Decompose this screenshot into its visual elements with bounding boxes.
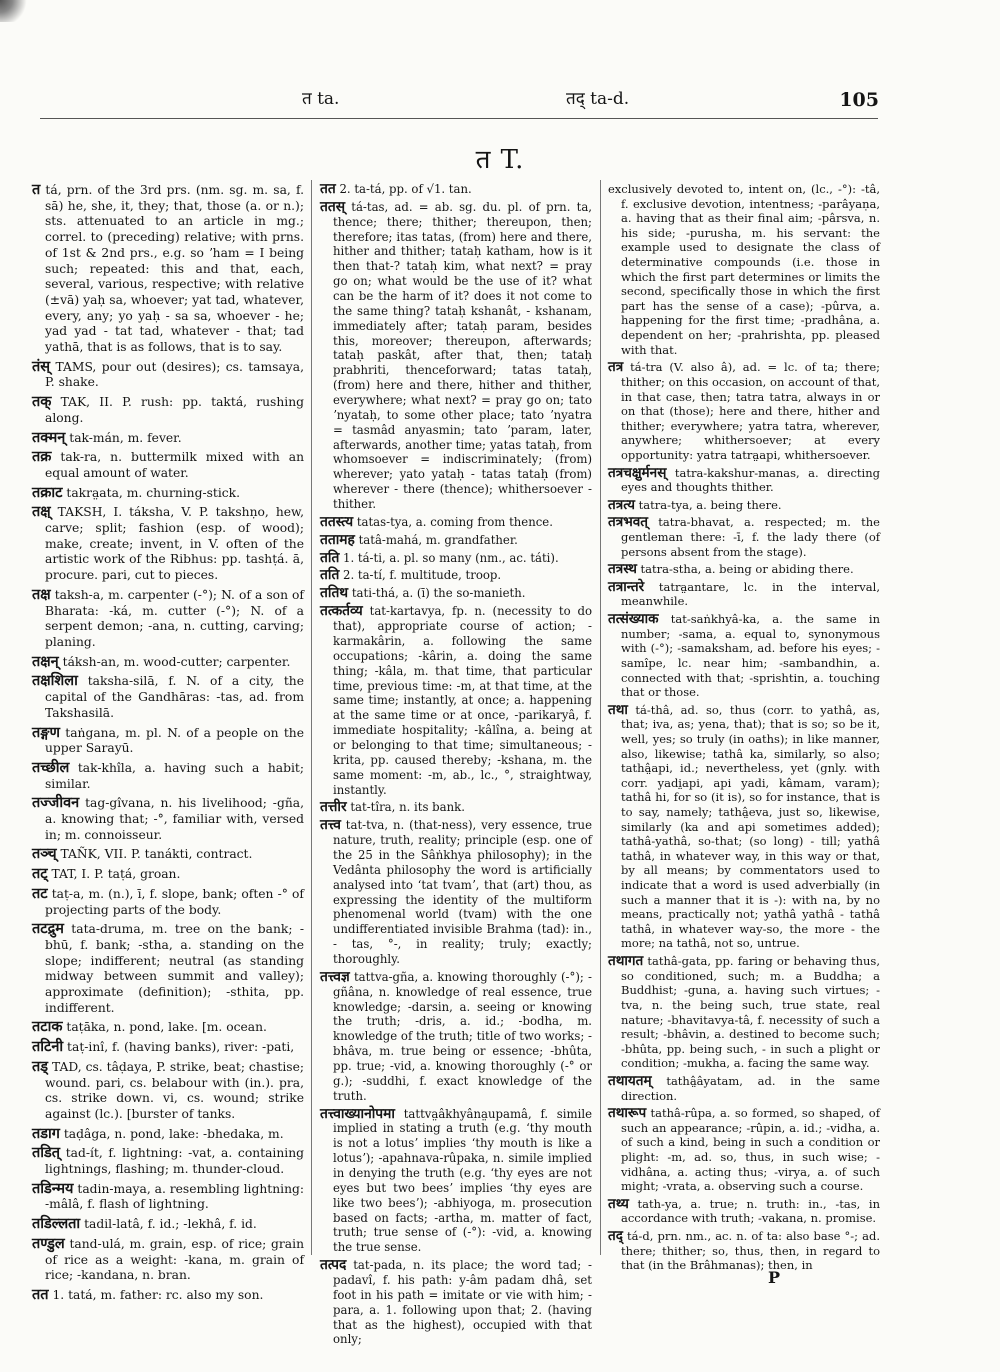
dictionary-entry (320, 551, 592, 566)
entry-text: 2. ta-tí, f. multitude, troop. (339, 568, 502, 583)
dictionary-entry (32, 725, 304, 757)
entry-headword: तट् (32, 865, 48, 883)
entry-headword: तत्र (608, 359, 624, 376)
entry-text: tat-pada, n. its place; the word tad; -padavî, f. his path: y-âm padam dhâ, set foot in his path = imitate or vie with him; -para, a. 1. following upon that; 2. (having that as the highest), occupied with that only; (333, 1258, 592, 1347)
dictionary-entry (32, 1039, 304, 1056)
entry-headword: तथ्य (608, 1195, 629, 1212)
entry-headword: तत्रचक्षुर्मनस् (608, 464, 667, 481)
entry-headword: तडिल्लता (32, 1215, 81, 1233)
dictionary-entry (32, 449, 304, 481)
page-number: 105 (839, 89, 879, 111)
dictionary-entry (608, 498, 880, 513)
entry-headword: तट (32, 884, 48, 902)
entry-headword: तक् (32, 393, 52, 411)
entry-text: tathâ-gata, pp. faring or behaving thus, so conditioned, such; m. a Buddha; a Buddhist; -guna, a. having such virtues; -tva, n. the being such, true state, real nature; -bhavitavya-tâ, f. necessity of such a result; -bhâvin, a. destined to become such; -bhûta, pp. being such, - in such a plight or condition; -mukha, a. facing the same way. (621, 954, 880, 1071)
entry-headword: तत्पद (320, 1257, 347, 1274)
entry-headword: तत्रान्तरे (608, 578, 645, 595)
running-head-center: तद् ta-d. (566, 89, 630, 109)
entry-headword: तत्रत्य (608, 496, 636, 513)
entry-text: tá-d, prn. nm., ac. n. of ta: also base °-; ad. there; thither; so, thus, then, in regard to that (in the Brâhmanas); then, in (621, 1229, 880, 1273)
entry-text: taksha-silā, f. N. of a city, the capital of the Gandhāras: -tas, ad. from Takshasilā. (45, 674, 304, 720)
entry-text: tak-ra, n. buttermilk mixed with an equal amount of water. (45, 450, 304, 480)
entry-text: tá-tra (V. also â), ad. = lc. of ta; there; thither; on this occasion, on account of that, in that case, then; tatra tatra, always in or on that (those); here and there, hither and thither; everywhere; yatra tatra, wherever, anywhere; whithersoever; at every opportunity: yatra tatra̤api, whithersoever. (621, 360, 880, 462)
entry-text: taṭ-a, m. (n.), ī, f. slope, bank; often -° of projecting parts of the body. (45, 886, 304, 917)
entry-text: takra̤ata, m. churning-stick. (62, 485, 241, 500)
entry-headword: ततिथ (320, 585, 349, 602)
entry-headword: तच्छील (32, 758, 70, 776)
dictionary-entry (320, 182, 592, 197)
entry-headword: तथारूप (608, 1105, 647, 1122)
entry-text: tati-thá, a. (ī) the so-manieth. (348, 586, 526, 601)
column-divider (600, 180, 601, 1255)
entry-headword: ततस् (320, 198, 346, 215)
dictionary-entry (32, 654, 304, 671)
entry-text: tat-saṅkhyâ-ka, a. the same in number; -sama, a. equal to, synonymous with (-°); -samaksham, ad. before his eyes; -samîpe, lc. near him; -sambandhin, a. connected with that; -sprishtin, a. touching that or those. (621, 612, 880, 700)
dictionary-entry (32, 1287, 304, 1304)
dictionary-entry (608, 182, 880, 357)
section-heading: त T. (475, 145, 525, 175)
dictionary-entry (32, 394, 304, 426)
entry-headword: तक्राट (32, 483, 63, 501)
dictionary-entry (608, 580, 880, 609)
entry-headword: तक्ष (32, 585, 51, 603)
entry-text: tatra-kakshur-manas, a. directing eyes and thoughts thither. (621, 465, 880, 495)
dictionary-entry (320, 568, 592, 583)
entry-text: taṭ-inî, f. (having banks), river: -pati, (63, 1040, 295, 1055)
entry-headword: ततस्त्य (320, 513, 354, 530)
entry-text: TAD, cs. tâḍaya, P. strike, beat; chastise; wound. pari, cs. belabour with (in.). pra, cs. strike down. vi, cs. wound; strike against (lc.). [burster of tanks. (45, 1059, 304, 1121)
entry-text: tag-gîvana, n. his livelihood; -gña, a. knowing that; -°, familiar with, versed in; m. connoisseur. (45, 796, 304, 842)
dictionary-entry (320, 818, 592, 967)
dictionary-entry (32, 430, 304, 447)
entry-text: tatra̤antare, lc. in the interval, meanwhile. (621, 579, 880, 609)
entry-headword: तद् (608, 1228, 623, 1245)
dictionary-entry (608, 1074, 880, 1103)
dictionary-entry (608, 466, 880, 495)
dictionary-entry (608, 360, 880, 462)
entry-text: tathâ̤âyatam, ad. in the same direction. (621, 1073, 880, 1103)
dictionary-entry (608, 1197, 880, 1226)
entry-text: 1. tá-ti, a. pl. so many (nm., ac. táti). (339, 550, 559, 565)
entry-text: tattva-gña, a. knowing thoroughly (-°); -gñâna, n. knowledge of real essence, true knowledge; -darsin, a. seeing or knowing the truth; -dris, a. id.; -bodha, m. knowledge of the truth; title of two works; -bhâva, m. true being or essence; -bhûta, pp. true; -vid, a. knowing thoroughly (-° or g.); -suddhi, f. exact knowledge of the truth. (333, 969, 592, 1103)
entry-text: tatra-stha, a. being or abiding there. (636, 562, 854, 577)
entry-text: tak-khîla, a. having such a habit; similar. (45, 760, 304, 791)
entry-text: TAT, I. P. taṭá, groan. (47, 867, 181, 882)
entry-headword: तत्रभवत् (608, 514, 649, 531)
dictionary-entry (32, 1126, 304, 1143)
entry-headword: तथा (608, 701, 628, 718)
dictionary-entry (320, 533, 592, 548)
entry-text: tatâ-mahá, m. grandfather. (354, 532, 518, 547)
dictionary-entry (32, 587, 304, 651)
entry-text: tat-tva, n. (that-ness), very essence, true nature, truth, reality; principle (esp. one of the 25 in the Sâṅkhya philosophy); in the Vedânta philosophy the word is artificially analysed into ʻtat tvamʼ, that (art) thou, as expressing the identity of the multiform phenomenal world (tvam) with the one undifferentiated invisible Brahma (tad): in., - tas, °-, in reality; truly; exactly; thoroughly. (333, 818, 592, 966)
entry-headword: तक्षन् (32, 652, 59, 670)
entry-text: 2. ta-tá, pp. of √1. tan. (335, 182, 472, 196)
entry-headword: तक्मन् (32, 428, 66, 446)
entry-headword: तज्जीवन (32, 794, 80, 812)
entry-text: tathâ-rûpa, a. so formed, so shaped, of such an appearance; -rûpin, a. id.; -vidha, a. of such a kind, being in such a condition or plight: -m, ad. so, thus, in such wise; -vidhâna, a. acting thus; -virya, a. of such might; -vrata, a. observing such a course. (621, 1106, 880, 1194)
entry-text: táksh-an, m. wood-cutter; carpenter. (58, 654, 291, 669)
entry-headword: तटाक (32, 1018, 63, 1036)
entry-headword: तण्डुल (32, 1234, 65, 1252)
entry-headword: तडित् (32, 1144, 61, 1162)
entry-headword: तथायतम् (608, 1072, 652, 1089)
entry-text: taksh-a, m. carpenter (-°); N. of a son of Bharata: -ká, m. cutter (-°); N. of a serpent demon; -ana, n. cutting, carving; planing. (45, 587, 304, 649)
entry-headword: तटिनी (32, 1038, 64, 1056)
entry-headword: तत्रस्थ (608, 561, 637, 578)
header-rule (40, 118, 878, 119)
column-3 (608, 182, 880, 1276)
running-head-left: त ta. (302, 89, 340, 109)
entry-text: 1. tatá, m. father: rc. also my son. (48, 1288, 264, 1302)
entry-headword: तङ्गण (32, 723, 60, 741)
entry-headword: तति (320, 549, 340, 566)
entry-headword: तत्त्वज्ञ (320, 968, 350, 985)
entry-text: taṭāka, n. pond, lake. [m. ocean. (62, 1020, 267, 1035)
entry-text: tattva̤âkhyâna̤upamâ, f. simile implied in stating a truth (e.g. ʻthy mouth is not a lotusʼ implies ʻthy mouth is like a lotusʼ); -apahnava-rûpaka, n. simile implied in denying the truth (e.g. ʻthy eyes are not eyes but two beesʼ implies ʻthy eyes are like two beesʼ); -abhiyoga, m. prosecution based on facts; -artha, m. matter of fact, truth; true sense of (-°): -vid, a. knowing the true sense. (333, 1106, 592, 1255)
entry-text: TAMS, pour out (desires); cs. tamsaya, P. shake. (45, 359, 304, 390)
dictionary-entry (608, 612, 880, 700)
entry-text: tak-mán, m. fever. (65, 430, 182, 445)
entry-text: tadin-maya, a. resembling lightning: -mâlâ, f. flash of lightning. (45, 1181, 305, 1212)
dictionary-entry (32, 921, 304, 1016)
dictionary-entry (608, 1229, 880, 1273)
entry-headword: तडिन्मय (32, 1179, 74, 1197)
column-divider (311, 180, 312, 1255)
dictionary-entry (32, 182, 304, 356)
dictionary-entry (320, 515, 592, 530)
dictionary-entry (32, 760, 304, 792)
entry-text: tatra-tya, a. being there. (635, 497, 782, 512)
dictionary-entry (32, 1059, 304, 1123)
entry-headword: तड् (32, 1057, 49, 1075)
dictionary-entry (608, 703, 880, 951)
dictionary-entry (320, 970, 592, 1104)
entry-headword: तक्र (32, 448, 52, 466)
dictionary-entry (608, 562, 880, 577)
dictionary-entry (320, 586, 592, 601)
entry-headword: तक्षशिला (32, 672, 78, 690)
entry-text: tath-ya, a. true; n. truth: in., -tas, in accordance with truth; -vakana, n. promise. (621, 1196, 880, 1226)
column-2 (320, 182, 592, 1350)
entry-headword: तत्कर्तव्य (320, 603, 363, 620)
entry-text: taṅgana, m. pl. N. of a people on the upper Sarayū. (45, 725, 304, 756)
dictionary-entry (320, 200, 592, 512)
entry-text: tá-tas, ad. = ab. sg. du. pl. of prn. ta, thence; there; thither; thereupon, then; therefore; itas tatas, (from) here and there, hither and thither; tataḥ katham, how is it then that-? tataḥ kim, what next? = pray go on; what would be the use of it? what can be the harm of it? does it not come to the same thing? tataḥ kshanât, - kshanam, immediately after; tataḥ param, besides this, moreover; thereupon, afterwards; tataḥ paskât, after that, then; tataḥ prabhriti, thenceforward; tatas tataḥ, (from) here and there, hither and thither, everywhere; what next? = pray go on; tato ʼnyataḥ, to some other place; tato ʼnyatra = tasmâd anyasmin; tato ʼparam, later, afterwards, another time; yatas tataḥ, from whomsoever = indiscriminately; (from) wherever; yato yataḥ - tatas tataḥ (from) wherever - there (thence); whithersoever - thither. (333, 199, 592, 512)
entry-text: tadil-latâ, f. id.; -lekhâ, f. id. (80, 1217, 257, 1232)
dictionary-entry (32, 1216, 304, 1233)
entry-text: tand-ulá, m. grain, esp. of rice; grain of rice as a weight: -kana, m. grain of rice; -kandana, n. bran. (45, 1236, 304, 1283)
entry-text: exclusively devoted to, intent on, (lc., -°): -tâ, f. exclusive devotion, intentness; -parâyaṇa, a. having that as their final aim; -pârsva, n. his side; -purusha, m. his servant: the example used to designate the class of determinative compounds (i.e. those in which the first part determines or limits the second, specifically those in which the first part has the sense of a case); -pûrva, a. happening for the first time; -pradhâna, a. dependent on her; -prahrishta, pp. pleased with that. (608, 182, 880, 357)
entry-headword: त (32, 181, 41, 198)
dictionary-entry (32, 795, 304, 843)
dictionary-entry (32, 886, 304, 918)
entry-headword: तति (320, 567, 340, 584)
scan-corner-mark (0, 0, 28, 22)
entry-text: taḍâga, n. pond, lake: -bhedaka, m. (59, 1126, 284, 1141)
entry-text: TAK, II. P. rush: pp. taktá, rushing along. (45, 395, 304, 425)
dictionary-entry (32, 1019, 304, 1036)
column-1 (32, 182, 304, 1307)
entry-text: tad-ít, f. lightning: -vat, a. containing lightnings, flashing; m. thunder-cloud. (45, 1146, 304, 1177)
entry-headword: ततामह (320, 531, 355, 548)
dictionary-entry (608, 515, 880, 559)
dictionary-entry (32, 846, 304, 863)
dictionary-entry (32, 866, 304, 883)
entry-headword: तक्ष् (32, 503, 51, 521)
entry-text: tata-druma, m. tree on the bank; -bhū, f. bank; -stha, a. standing on the slope; indifferent; neutral (as standing midway between summit and valley); approximate (definition); -sthita, pp. indifferent. (45, 922, 304, 1015)
entry-text: tat-kartavya, fp. n. (necessity to do that), appropriate course of action; -karmakârin, a. following the same occupations; -kârin, a. doing the same thing; -kâla, m. that time, that particular time, previous time: -m, at that time, at the same time; instantly, at once; a. happening at the same time or at once, -parikaryâ, f. immediate hospitality; -kâlîna, a. being at or belonging to that time; simultaneous; -krita, pp. caused thereby; -kshana, m. the same moment: -m, ab., lc., °, straightway, instantly. (333, 604, 592, 797)
signature-mark: P (768, 1268, 781, 1287)
entry-text: TAÑK, VII. P. tanákti, contract. (56, 847, 253, 862)
dictionary-entry (32, 1236, 304, 1284)
dictionary-entry (320, 800, 592, 815)
entry-headword: तत्संख्याक (608, 611, 659, 628)
entry-headword: तञ्च् (32, 845, 57, 863)
dictionary-entry (32, 504, 304, 584)
dictionary-entry (320, 604, 592, 797)
entry-headword: तत्तीर (320, 799, 347, 816)
entry-text: tatas-tya, a. coming from thence. (353, 514, 553, 529)
entry-text: tatra-bhavat, a. respected; m. the gentleman there: -ī, f. the lady there (of persons absent from the stage). (621, 515, 880, 559)
entry-headword: तडाग (32, 1124, 60, 1142)
dictionary-entry (320, 1107, 592, 1256)
entry-headword: तत्त्वाख्यानोपमा (320, 1105, 395, 1122)
dictionary-entry (608, 954, 880, 1071)
dictionary-entry (320, 1258, 592, 1347)
entry-headword: तत्त्व (320, 817, 341, 834)
dictionary-entry (32, 359, 304, 391)
dictionary-entry (32, 1145, 304, 1177)
entry-headword: तत (320, 181, 336, 197)
entry-text: tat-tîra, n. its bank. (346, 800, 465, 815)
entry-text: tá, prn. of the 3rd prs. (nm. sg. m. sa, f. sā) he, she, it, they; that, those (a. or n.); sts. attenuated to an article in mg.; correl. to (preceding) relative; with prns. of 1st & 2nd prs., e.g. so ʼham = I being such; repeated: this and that, each, several, various, respective; with relative (±vā) yaḥ sa, whoever; yat tad, whatever, every, any; yo yaḥ - sa sa, whoever - he; yad yad - tat tad, whatever - that; tad yathā, that is as follows, that is to say. (40, 183, 304, 355)
dictionary-entry (32, 673, 304, 721)
dictionary-entry (32, 485, 304, 502)
entry-headword: तंस् (32, 357, 51, 375)
dictionary-entry (608, 1106, 880, 1194)
entry-text: tá-thâ, ad. so, thus (corr. to yathâ, as, that; iva, as; yena, that); that is so; so be it, well, yes; so truly (in oaths); in like manner, also, likewise; tathâ ka, similarly, so also; tathâ̤api, id.; nevertheless, yet (gnly. with corr. yadi̤api, api yadi, kâmam, varam); tathâ hi, for so (it is), so for instance, that is to say, namely; tathâ̤eva, just so, likewise, similarly (ka and api sometimes added); tathâ-yathâ, so-that; (so long) - till; yathâ tathâ, in whatever way, in this way or that, by all means; by commentators used to indicate that a word is used adverbially (in such a manner that it is -): with na, by no means, practically not; yathâ yathâ - tathâ tathâ, in whatever way-so, the more - the more; na tathâ, not so, untrue. (621, 702, 880, 951)
dictionary-entry (32, 1181, 304, 1213)
entry-headword: तथागत (608, 953, 644, 970)
entry-text: TAKSH, I. táksha, V. P. takshṇo, hew, carve; split; fashion (esp. of wood); make, create; invent, in V. often of the artistic work of the Ribhus: pp. tashṭá. ā, procure. pari, cut to pieces. (45, 505, 304, 583)
entry-headword: तटद्रुम (32, 920, 64, 938)
entry-headword: तत (32, 1286, 49, 1303)
